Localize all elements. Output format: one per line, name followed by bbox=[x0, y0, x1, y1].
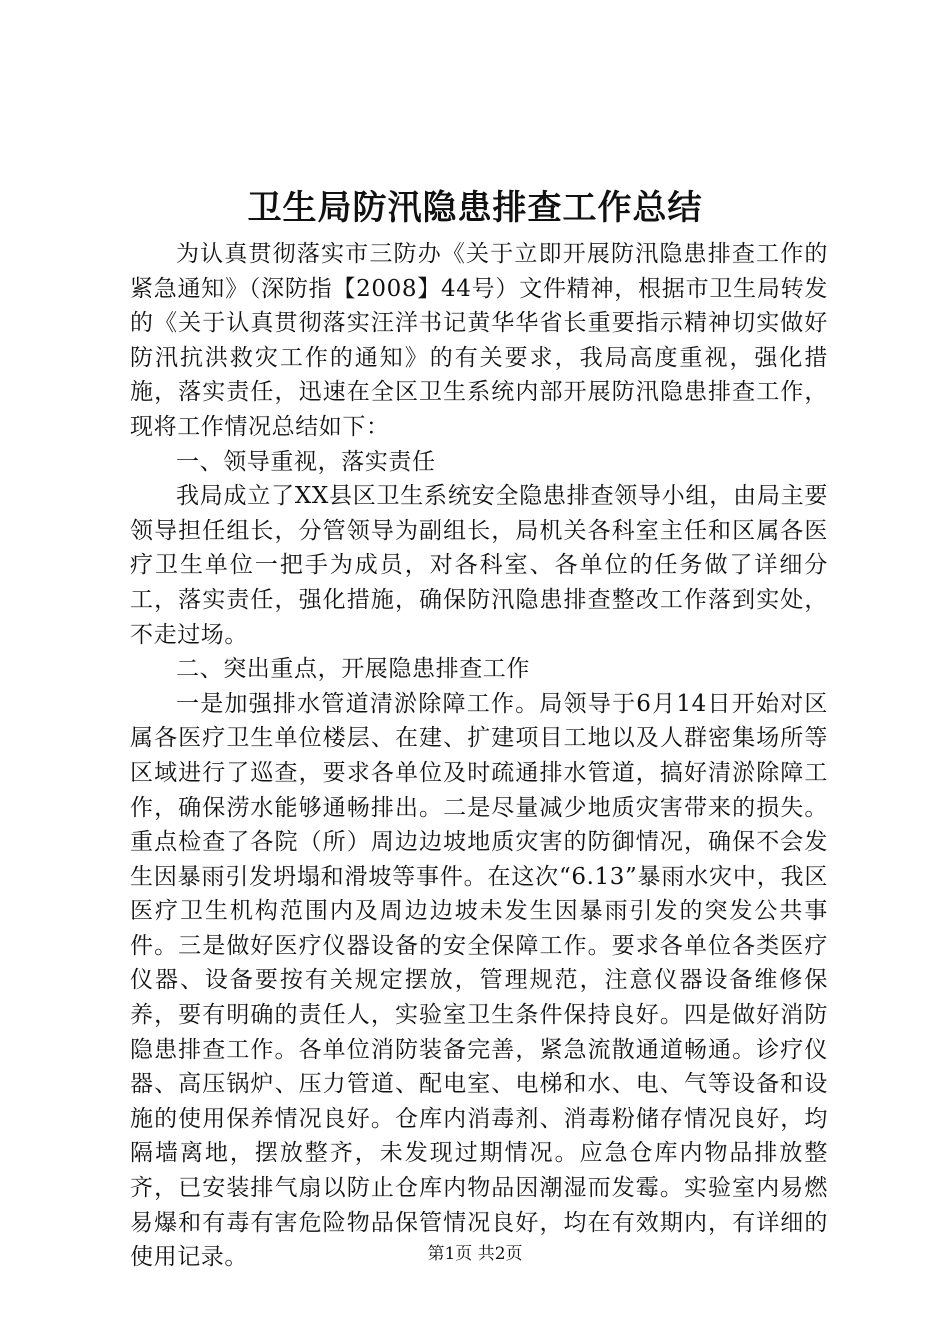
page-footer: 第1页 共2页 bbox=[427, 1244, 523, 1264]
intro-paragraph: 为认真贯彻落实市三防办《关于立即开展防汛隐患排查工作的紧急通知》（深防指【2008】44号）文件精神，根据市卫生局转发的《关于认真贯彻落实汪洋书记黄华华省长重要指示精神切实做好防汛抗洪救灾工作的通知》的有关要求，我局高度重视，强化措施，落实责任，迅速在全区卫生系统内部开展防汛隐患排查工作，现将工作情况总结如下： bbox=[130, 241, 828, 440]
document-body bbox=[130, 237, 828, 1275]
section-2-paragraph: 一是加强排水管道清淤除障工作。局领导于6月14日开始对区属各医疗卫生单位楼层、在建、扩建项目工地以及人群密集场所等区域进行了巡查，要求各单位及时疏通排水管道，搞好清淤除障工作，确保涝水能够通畅排出。二是尽量减少地质灾害带来的损失。重点检查了各院（所）周边边坡地质灾害的防御情况，确保不会发生因暴雨引发坍塌和滑坡等事件。在这次“6.13”暴雨水灾中，我区医疗卫生机构范围内及周边边坡未发生因暴雨引发的突发公共事件。三是做好医疗仪器设备的安全保障工作。要求各单位各类医疗仪器、设备要按有关规定摆放，管理规范，注意仪器设备维修保养，要有明确的责任人，实验室卫生条件保持良好。四是做好消防隐患排查工作。各单位消防装备完善，紧急流散通道畅通。诊疗仪器、高压锅炉、压力管道、配电室、电梯和水、电、气等设备和设施的使用保养情况良好。仓库内消毒剂、消毒粉储存情况良好，均隔墙离地，摆放整齐，未发现过期情况。应急仓库内物品排放整齐，已安装排气扇以防止仓库内物品因潮湿而发霉。实验室内易燃易爆和有毒有害危险物品保管情况良好，均在有效期内，有详细的使用记录。 bbox=[130, 690, 828, 1271]
section-heading-1: 一、领导重视，落实责任 bbox=[176, 448, 436, 475]
section-heading-2: 二、突出重点，开展隐患排查工作 bbox=[176, 656, 530, 683]
document-title: 卫生局防汛隐患排查工作总结 bbox=[247, 188, 703, 228]
section-1-paragraph: 我局成立了XX县区卫生系统安全隐患排查领导小组，由局主要领导担任组长，分管领导为副组长，局机关各科室主任和区属各医疗卫生单位一把手为成员，对各科室、各单位的任务做了详细分工，落实责任，强化措施，确保防汛隐患排查整改工作落到实处，不走过场。 bbox=[130, 483, 828, 648]
